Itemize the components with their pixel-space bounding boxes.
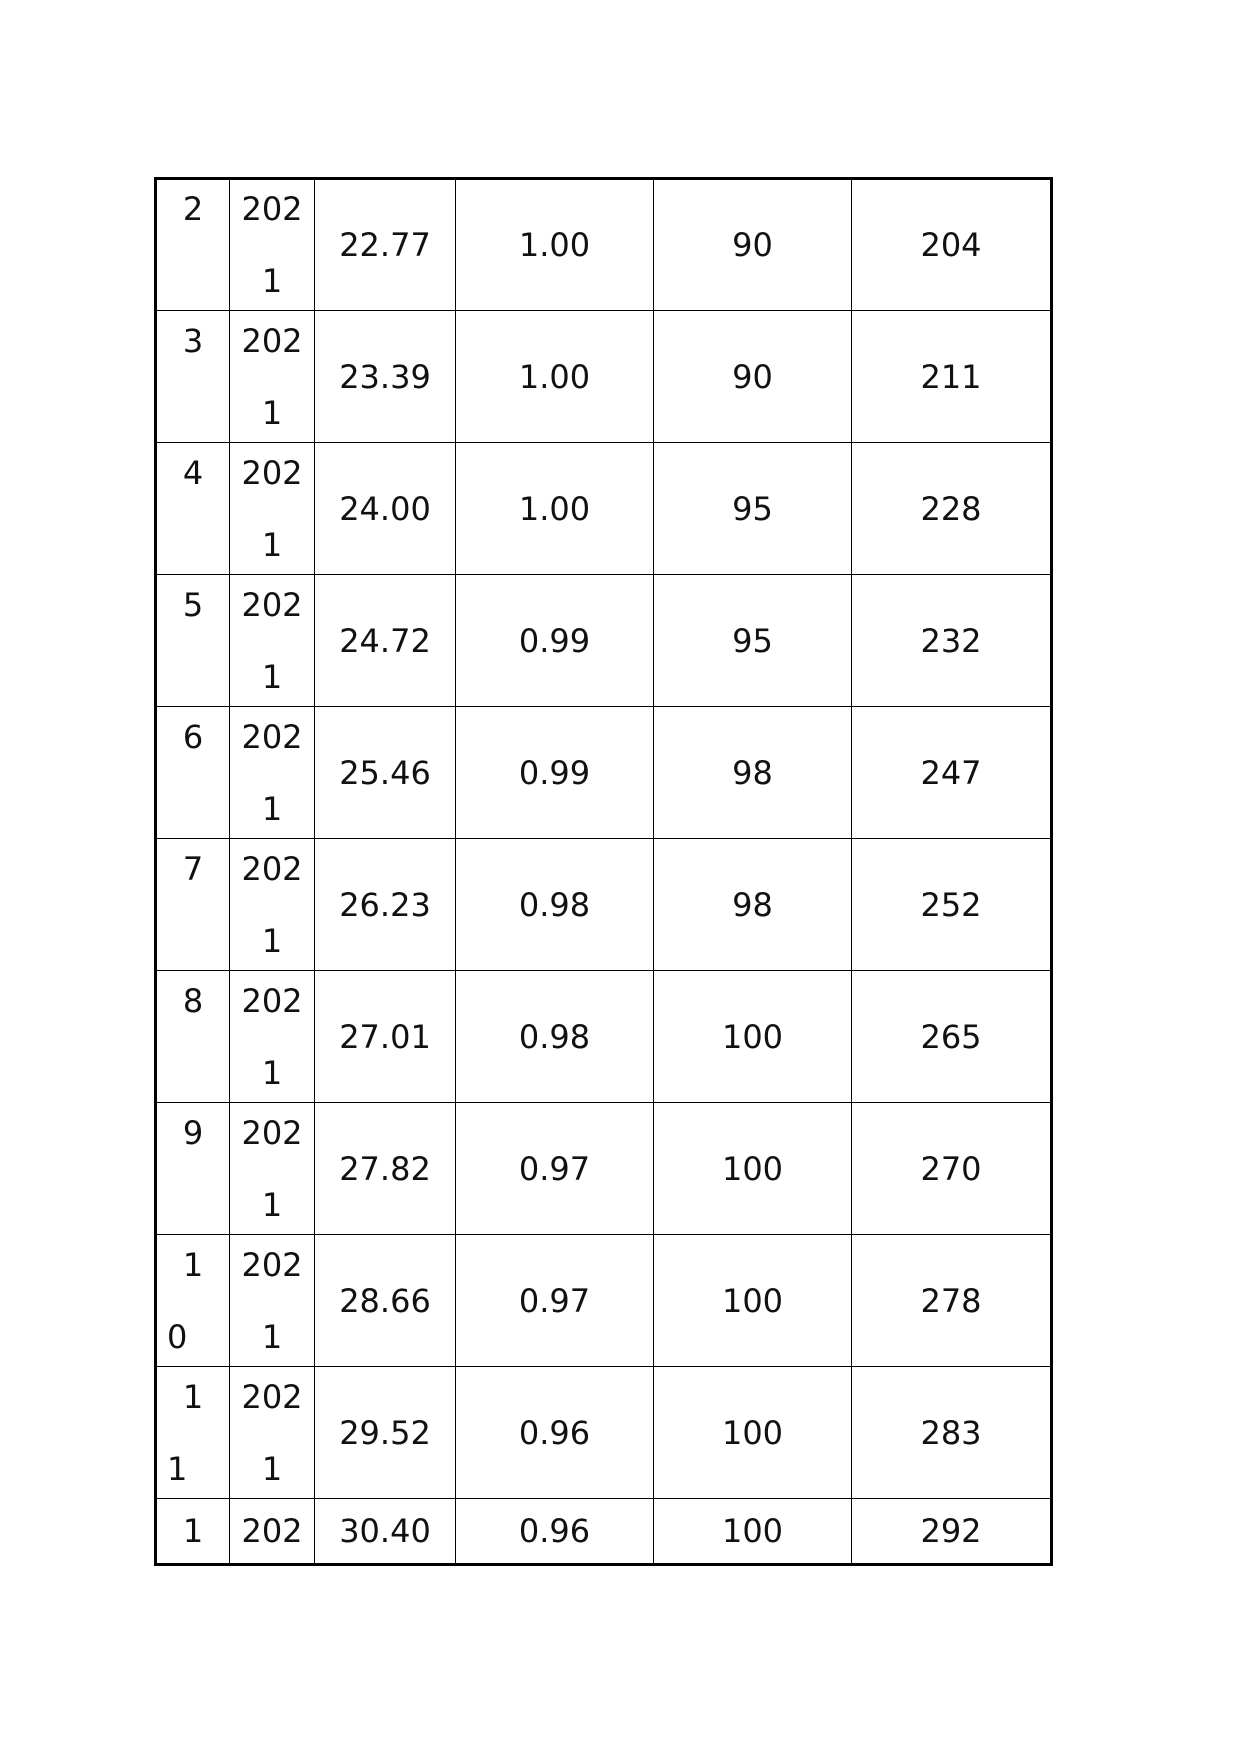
row-index-top: 7 — [182, 849, 204, 888]
row-index-cell — [156, 1235, 230, 1367]
row-index-bottom — [157, 921, 229, 961]
table-row — [156, 707, 1052, 839]
ratio-cell: 0.98 — [456, 839, 654, 971]
score-cell: 95 — [654, 443, 852, 575]
ratio-cell: 1.00 — [456, 311, 654, 443]
row-index-top: 6 — [182, 717, 204, 756]
table-row — [156, 1235, 1052, 1367]
ratio-cell: 0.98 — [456, 971, 654, 1103]
value-cell: 26.23 — [315, 839, 456, 971]
score-cell: 100 — [654, 1367, 852, 1499]
total-cell: 228 — [852, 443, 1052, 575]
value-cell: 27.82 — [315, 1103, 456, 1235]
year-top: 202 — [241, 849, 303, 888]
score-cell: 95 — [654, 575, 852, 707]
row-index-cell — [156, 707, 230, 839]
year-top: 202 — [241, 585, 303, 624]
value-cell: 24.00 — [315, 443, 456, 575]
year-cell — [230, 179, 315, 311]
total-cell: 278 — [852, 1235, 1052, 1367]
ratio-cell: 0.99 — [456, 575, 654, 707]
row-index-top: 9 — [182, 1113, 204, 1152]
year-cell — [230, 311, 315, 443]
table-row — [156, 1103, 1052, 1235]
row-index-bottom — [157, 261, 229, 301]
total-cell: 270 — [852, 1103, 1052, 1235]
year-cell — [230, 707, 315, 839]
data-table — [154, 177, 1053, 1566]
row-index-cell — [156, 971, 230, 1103]
value-cell: 24.72 — [315, 575, 456, 707]
table-row — [156, 179, 1052, 311]
row-index-bottom: 0 — [167, 1317, 188, 1356]
year-top: 202 — [241, 453, 303, 492]
year-bottom: 1 — [261, 262, 283, 300]
year-cell — [230, 839, 315, 971]
row-index-cell — [156, 1499, 230, 1565]
score-cell: 100 — [654, 1103, 852, 1235]
year-top: 202 — [241, 1512, 303, 1550]
year-bottom: 1 — [261, 393, 283, 432]
year-cell — [230, 575, 315, 707]
row-index-top: 4 — [182, 453, 204, 492]
score-cell: 90 — [654, 311, 852, 443]
row-index-bottom — [157, 393, 229, 433]
year-cell — [230, 971, 315, 1103]
total-cell: 252 — [852, 839, 1052, 971]
row-index-cell — [156, 1103, 230, 1235]
year-bottom: 1 — [261, 1449, 283, 1488]
year-top: 202 — [241, 1377, 303, 1416]
year-bottom: 1 — [261, 1317, 283, 1356]
year-bottom: 1 — [261, 525, 283, 564]
table-row — [156, 443, 1052, 575]
year-top: 202 — [241, 190, 303, 228]
row-index-top: 5 — [182, 585, 204, 624]
ratio-cell: 0.96 — [456, 1367, 654, 1499]
value-cell: 22.77 — [315, 179, 456, 311]
value-cell: 30.40 — [315, 1499, 456, 1565]
year-cell — [230, 443, 315, 575]
year-bottom: 1 — [261, 657, 283, 696]
row-index-cell — [156, 1367, 230, 1499]
value-cell: 25.46 — [315, 707, 456, 839]
row-index-top: 1 — [182, 1512, 204, 1550]
table-row — [156, 1367, 1052, 1499]
value-cell: 28.66 — [315, 1235, 456, 1367]
score-cell: 100 — [654, 971, 852, 1103]
year-bottom: 1 — [261, 1053, 283, 1092]
ratio-cell: 1.00 — [456, 179, 654, 311]
row-index-cell — [156, 839, 230, 971]
year-top: 202 — [241, 321, 303, 360]
value-cell: 23.39 — [315, 311, 456, 443]
total-cell: 204 — [852, 179, 1052, 311]
row-index-bottom — [157, 1185, 229, 1225]
total-cell: 232 — [852, 575, 1052, 707]
row-index-cell — [156, 443, 230, 575]
table-row — [156, 1499, 1052, 1565]
year-top: 202 — [241, 717, 303, 756]
total-cell: 265 — [852, 971, 1052, 1103]
row-index-top: 2 — [182, 190, 204, 228]
row-index-bottom — [157, 1053, 229, 1093]
total-cell: 247 — [852, 707, 1052, 839]
table-row — [156, 971, 1052, 1103]
value-cell: 29.52 — [315, 1367, 456, 1499]
score-cell: 98 — [654, 839, 852, 971]
row-index-cell — [156, 179, 230, 311]
table-body — [156, 179, 1052, 1565]
year-bottom: 1 — [261, 789, 283, 828]
row-index-top: 1 — [182, 1245, 204, 1284]
year-cell — [230, 1499, 315, 1565]
ratio-cell: 0.99 — [456, 707, 654, 839]
ratio-cell: 1.00 — [456, 443, 654, 575]
score-cell: 98 — [654, 707, 852, 839]
year-bottom: 1 — [261, 1185, 283, 1224]
ratio-cell: 0.96 — [456, 1499, 654, 1565]
row-index-cell — [156, 311, 230, 443]
year-bottom: 1 — [261, 921, 283, 960]
year-top: 202 — [241, 981, 303, 1020]
total-cell: 211 — [852, 311, 1052, 443]
score-cell: 90 — [654, 179, 852, 311]
row-index-bottom: 1 — [167, 1449, 188, 1488]
row-index-bottom — [157, 657, 229, 697]
total-cell: 292 — [852, 1499, 1052, 1565]
year-cell — [230, 1367, 315, 1499]
row-index-cell — [156, 575, 230, 707]
row-index-bottom — [157, 789, 229, 829]
ratio-cell: 0.97 — [456, 1103, 654, 1235]
year-top: 202 — [241, 1113, 303, 1152]
value-cell: 27.01 — [315, 971, 456, 1103]
row-index-bottom — [157, 525, 229, 565]
row-index-top: 1 — [182, 1377, 204, 1416]
score-cell: 100 — [654, 1235, 852, 1367]
ratio-cell: 0.97 — [456, 1235, 654, 1367]
year-top: 202 — [241, 1245, 303, 1284]
total-cell: 283 — [852, 1367, 1052, 1499]
table-row — [156, 575, 1052, 707]
row-index-top: 8 — [182, 981, 204, 1020]
year-cell — [230, 1103, 315, 1235]
score-cell: 100 — [654, 1499, 852, 1565]
row-index-top: 3 — [182, 321, 204, 360]
table-row — [156, 311, 1052, 443]
year-cell — [230, 1235, 315, 1367]
table-row — [156, 839, 1052, 971]
